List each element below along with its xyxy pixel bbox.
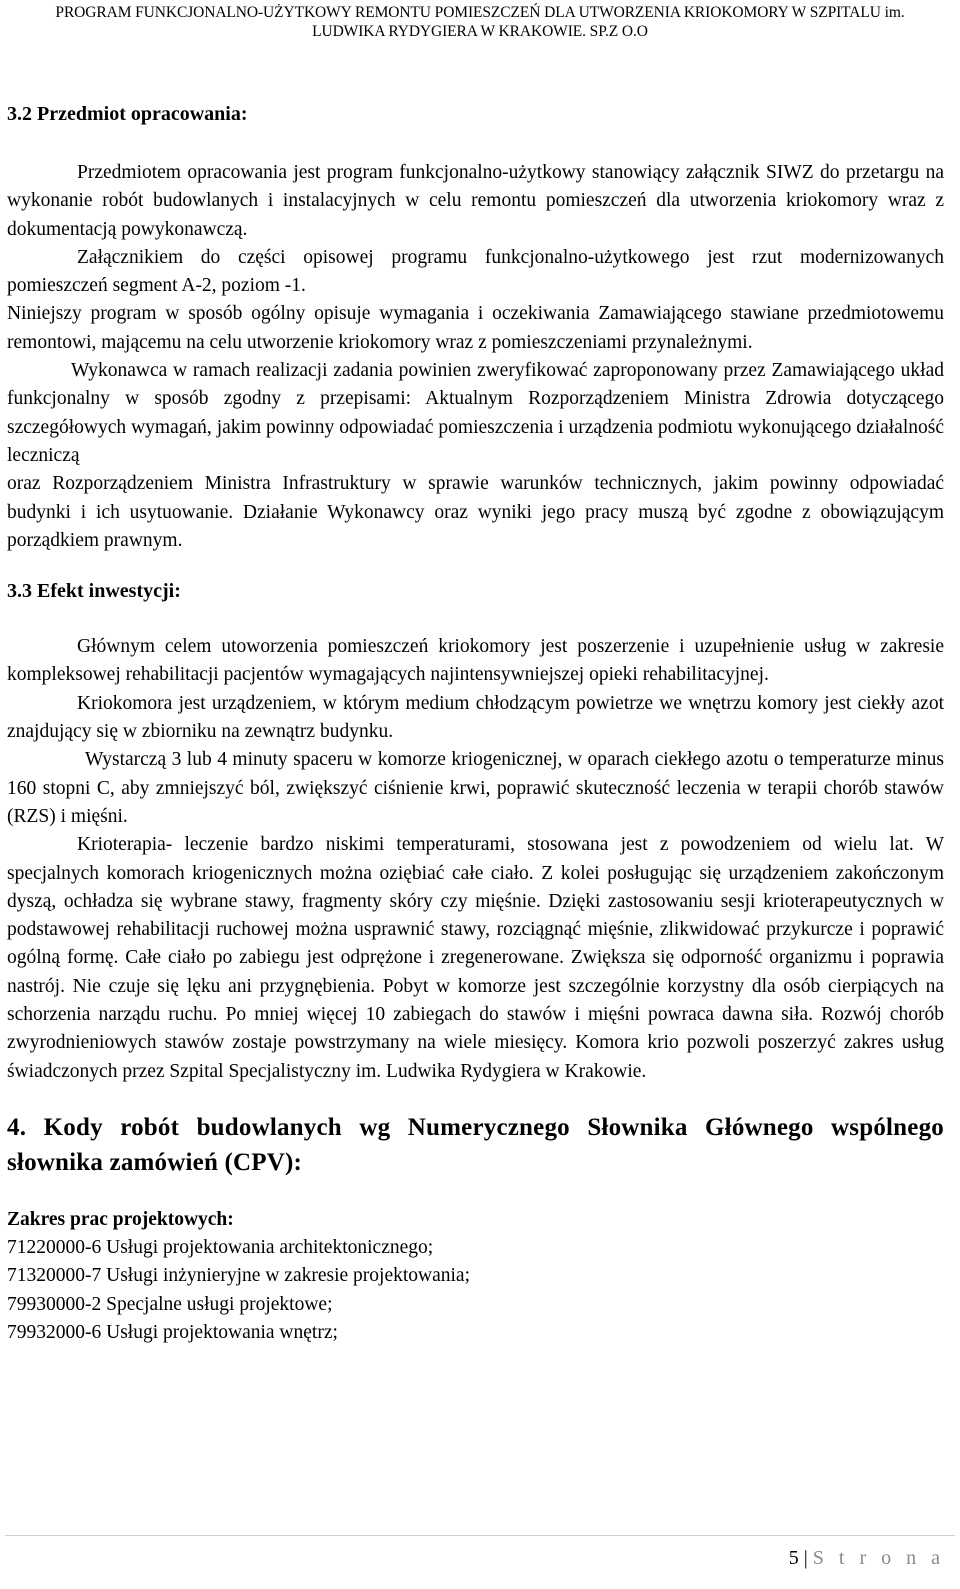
header-line-2: LUDWIKA RYDYGIERA W KRAKOWIE. SP.Z O.O (312, 23, 648, 40)
footer-divider (5, 1535, 955, 1536)
cpv-code-item: 71220000-6 Usługi projektowania architektonicznego; (7, 1236, 434, 1258)
section-3-2-paragraph-5: oraz Rozporządzeniem Ministra Infrastruktury w sprawie warunków technicznych, jakim powinny odpowiadać budynki i ich usytuowanie. Działanie Wykonawcy oraz wyniki jego pracy muszą być zgodne z obowiązującym porządkiem prawnym. (7, 473, 944, 551)
section-3-2-heading: 3.2 Przedmiot opracowania: (7, 103, 248, 125)
section-3-3-heading: 3.3 Efekt inwestycji: (7, 580, 181, 603)
cpv-code-item: 71320000-7 Usługi inżynieryjne w zakresie projektowania; (7, 1265, 471, 1287)
section-3-2-paragraph-3: Niniejszy program w sposób ogólny opisuje wymagania i oczekiwania Zamawiającego stawiane przedmiotowemu remontowi, mającemu na celu utworzenie kriokomory wraz z pomieszczeniami przynależnymi. (7, 303, 944, 353)
section-3-3-paragraph-4: Krioterapia- leczenie bardzo niskimi temperaturami, stosowana jest z powodzeniem od wielu lat. W specjalnych komorach kriogenicznych można oziębiać całe ciało. Z kolei posługując się urządzeniem zakończonym dyszą, ochładza się wybrane stawy, fragmenty skóry czy mięśnie. Dzięki zastosowaniu sesji krioterapeutycznych w podstawowej rehabilitacji ruchowej można usprawnić stawy, rozciągnąć mięśnie, zlikwidować przykurcze i poprawić ogólną formę. Całe ciało po zabiegu jest odprężone i zregenerowane. Zwiększa się odporność organizmu i poprawia nastrój. Nie czuje się lęku ani przygnębienia. Pobyt w komorze jest szczególnie korzystny dla osób cierpiących na schorzenia narządu ruchu. Po mniej więcej 10 zabiegach do stawów i mięśni powraca dawna siła. Rozwój chorób zwyrodnieniowych stawów zostaje powstrzymany na wiele miesięcy. Komora krio pozwoli poszerzyć zakres usług świadczonych przez Szpital Specjalistyczny im. Ludwika Rydygiera w Krakowie. (7, 834, 944, 1082)
section-4-subheading: Zakres prac projektowych: (7, 1208, 234, 1230)
cpv-code-list (7, 1234, 944, 1347)
section-3-3-paragraph-1: Głównym celem utoworzenia pomieszczeń kriokomory jest poszerzenie i uzupełnienie usług w zakresie kompleksowej rehabilitacji pacjentów wymagających najintensywniejszej opieki rehabilitacyjnej. (7, 636, 944, 686)
section-4-heading: 4. Kody robót budowlanych wg Numerycznego Słownika Głównego wspólnego słownika zamówień (CPV): (7, 1113, 944, 1176)
page-word: S t r o n a (812, 1547, 945, 1569)
cpv-code-item: 79930000-2 Specjalne usługi projektowe; (7, 1293, 333, 1315)
header-line-1: PROGRAM FUNKCJONALNO-UŻYTKOWY REMONTU POMIESZCZEŃ DLA UTWORZENIA KRIOKOMORY W SZPITALU im. (55, 4, 905, 21)
running-header (0, 3, 960, 41)
page-separator: | (803, 1547, 808, 1569)
section-3-2-paragraph-1: Przedmiotem opracowania jest program funkcjonalno-użytkowy stanowiący załącznik SIWZ do przetargu na wykonanie robót budowlanych i instalacyjnych w celu remontu pomieszczeń dla utworzenia kriokomory wraz z dokumentacją powykonawczą. (7, 162, 944, 240)
section-3-3-paragraph-2: Kriokomora jest urządzeniem, w którym medium chłodzącym powietrze we wnętrzu komory jest ciekły azot znajdujący się w zbiorniku na zewnątrz budynku. (7, 692, 944, 743)
section-3-3-paragraph-3: Wystarczą 3 lub 4 minuty spaceru w komorze kriogenicznej, w oparach ciekłego azotu o temperaturze minus 160 stopni C, aby zmniejszyć ból, zwiększyć ciśnienie krwi, poprawić skuteczność leczenia w terapii chorób stawów (RZS) i mięśni. (7, 749, 944, 827)
cpv-code-item: 79932000-6 Usługi projektowania wnętrz; (7, 1321, 338, 1343)
section-3-2-paragraph-2: Załącznikiem do części opisowej programu funkcjonalno-użytkowego jest rzut modernizowanych pomieszczeń segment A-2, poziom -1. (7, 246, 944, 297)
page-footer (789, 1545, 945, 1571)
page-number: 5 (788, 1547, 799, 1569)
document-body (7, 100, 944, 1347)
section-3-2-paragraph-4: Wykonawca w ramach realizacji zadania powinien zweryfikować zaproponowany przez Zamawiającego układ funkcjonalny w sposób zgodny z przepisami: Aktualnym Rozporządzeniem Ministra Zdrowia dotyczącego szczegółowych wymagań, jakim powinny odpowiadać pomieszczenia i urządzenia podmiotu wykonującego działalność leczniczą (7, 360, 944, 466)
